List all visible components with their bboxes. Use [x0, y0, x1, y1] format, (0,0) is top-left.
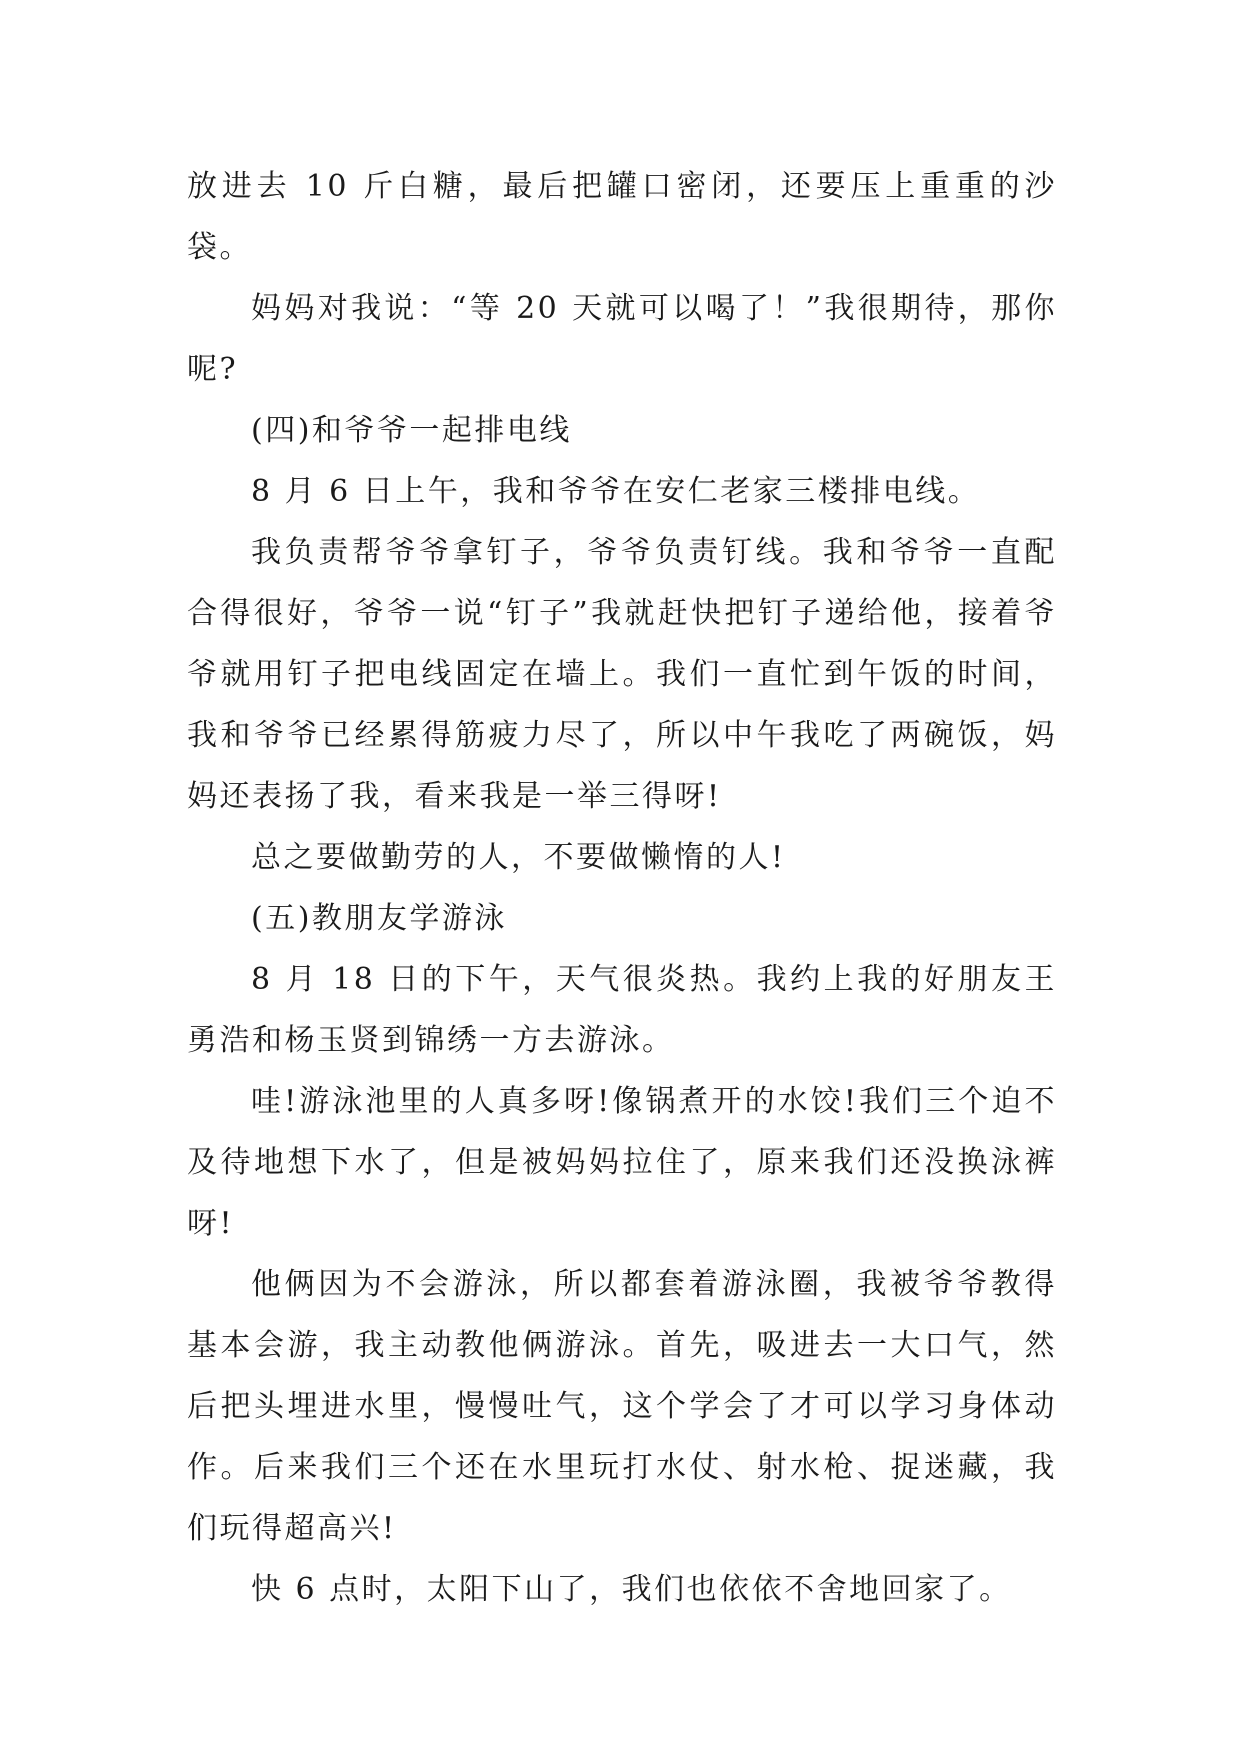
paragraph-going-home: 快 6 点时，太阳下山了，我们也依依不舍地回家了。: [251, 1572, 1012, 1607]
paragraph-nails: 我负责帮爷爷拿钉子，爷爷负责钉线。我和爷爷一直配合得很好，爷爷一说“钉子”我就赶快把钉子递给他，接着爷爷就用钉子把电线固定在墙上。我们一直忙到午饭的时间，我和爷爷已经累得筋疲力尽了，所以中午我吃了两碗饭，妈妈还表扬了我，看来我是一举三得呀!: [187, 535, 1057, 814]
section-heading-four: (四)和爷爷一起排电线: [251, 413, 572, 448]
paragraph-summary: 总之要做勤劳的人，不要做懒惰的人!: [251, 840, 786, 875]
paragraph-mother-says: 妈妈对我说：“等 20 天就可以喝了！”我很期待，那你呢?: [187, 291, 1057, 387]
paragraph-pool-crowded: 哇!游泳池里的人真多呀!像锅煮开的水饺!我们三个迫不及待地想下水了，但是被妈妈拉住了，原来我们还没换泳裤呀!: [187, 1084, 1057, 1241]
document-body: [187, 156, 1057, 1620]
paragraph-august-18: 8 月 18 日的下午，天气很炎热。我约上我的好朋友王勇浩和杨玉贤到锦绣一方去游泳。: [187, 962, 1057, 1058]
section-heading-five: (五)教朋友学游泳: [251, 901, 507, 936]
paragraph-august-6: 8 月 6 日上午，我和爷爷在安仁老家三楼排电线。: [251, 474, 981, 509]
paragraph-sugar-jar: 放进去 10 斤白糖，最后把罐口密闭，还要压上重重的沙袋。: [187, 169, 1057, 265]
paragraph-teaching-swim: 他俩因为不会游泳，所以都套着游泳圈，我被爷爷教得基本会游，我主动教他俩游泳。首先，吸进去一大口气，然后把头埋进水里，慢慢吐气，这个学会了才可以学习身体动作。后来我们三个还在水里玩打水仗、射水枪、捉迷藏，我们玩得超高兴!: [187, 1267, 1057, 1546]
